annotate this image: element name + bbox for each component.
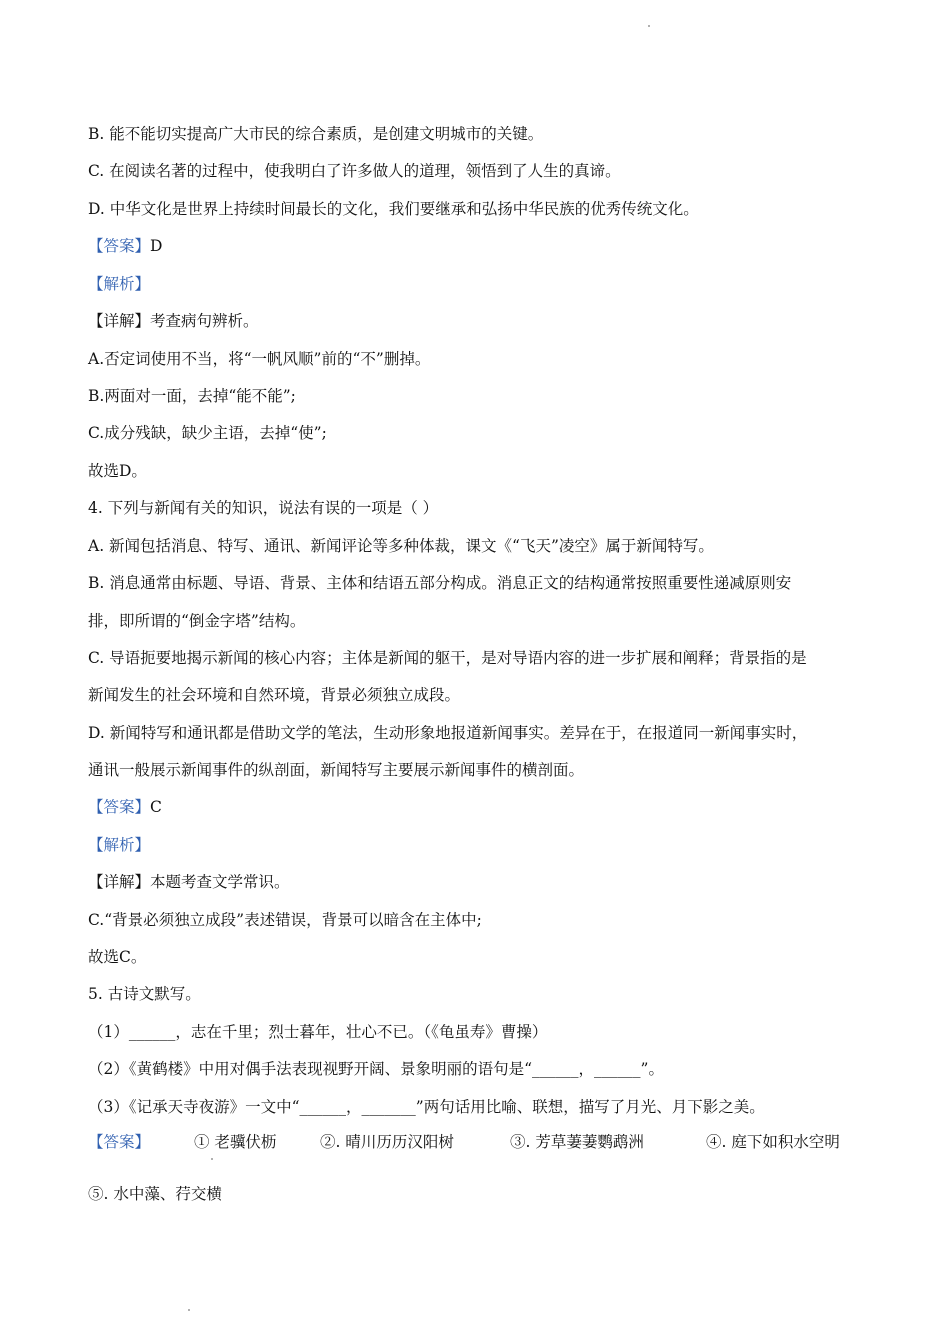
detail-tag: 【详解】 [88,312,151,330]
answer-tag: 【答案】 [88,798,151,816]
option-b: B. 能不能切实提高广大市民的综合素质，是创建文明城市的关键。 [88,125,544,143]
q5-item-1: （1）______，志在千里；烈士暮年，壮心不已。（《龟虽寿》曹操） [88,1023,548,1041]
q3-analysis-b: B.两面对一面，去掉“能不能”; [88,387,296,405]
answer-value: C [150,798,162,816]
detail-text: 本题考查文学常识。 [150,873,290,891]
scan-dot [648,25,650,27]
q4-option-b: B. 消息通常由标题、导语、背景、主体和结语五部分构成。消息正文的结构通常按照重要性递减原则安 [88,574,792,592]
question-4: 4. 下列与新闻有关的知识，说法有误的一项是（ ） [88,499,439,517]
answer-tag: 【答案】 [88,237,151,255]
option-c: C. 在阅读名著的过程中，使我明白了许多做人的道理，领悟到了人生的真谛。 [88,162,621,180]
q5-answer [88,1131,868,1153]
q3-analysis [88,273,150,295]
q4-detail [88,871,290,893]
q4-analysis [88,834,150,856]
analysis-tag: 【解析】 [88,275,151,293]
answer-item-4: ④. 庭下如积水空明 [706,1133,840,1151]
scan-dot [211,1158,213,1160]
q4-conclusion: 故选C。 [88,948,147,966]
answer-item-1: ① 老骥伏枥 [194,1133,277,1151]
answer-tag: 【答案】 [88,1133,151,1151]
detail-tag: 【详解】 [88,873,151,891]
q4-option-b-cont: 排，即所谓的“倒金字塔”结构。 [88,612,306,630]
q5-item-2: （2）《黄鹤楼》中用对偶手法表现视野开阔、景象明丽的语句是“______，______”。 [88,1060,664,1078]
answer-value: D [150,237,163,255]
scan-dot [188,1309,190,1311]
q4-answer [88,796,162,818]
q3-detail [88,310,259,332]
question-5: 5. 古诗文默写。 [88,985,201,1003]
q4-option-a: A. 新闻包括消息、特写、通讯、新闻评论等多种体裁，课文《“飞天”凌空》属于新闻特写。 [88,537,714,555]
q4-option-c: C. 导语扼要地揭示新闻的核心内容；主体是新闻的躯干，是对导语内容的进一步扩展和阐释；背景指的是 [88,649,807,667]
answer-item-3: ③. 芳草萋萋鹦鹉洲 [510,1133,644,1151]
q5-answer-5: ⑤. 水中藻、荇交横 [88,1185,222,1203]
q3-analysis-c: C.成分残缺，缺少主语，去掉“使”; [88,424,327,442]
q4-analysis-c: C.“背景必须独立成段”表述错误，背景可以暗含在主体中; [88,911,482,929]
q5-item-3: （3）《记承天寺夜游》一文中“______，_______”两句话用比喻、联想，描写了月光、月下影之美。 [88,1098,765,1116]
option-d: D. 中华文化是世界上持续时间最长的文化，我们要继承和弘扬中华民族的优秀传统文化。 [88,200,699,218]
detail-text: 考查病句辨析。 [150,312,259,330]
q4-option-d: D. 新闻特写和通讯都是借助文学的笔法，生动形象地报道新闻事实。差异在于，在报道同一新闻事实时， [88,724,808,742]
q4-option-d-cont: 通讯一般展示新闻事件的纵剖面，新闻特写主要展示新闻事件的横剖面。 [88,761,585,779]
q3-analysis-a: A.否定词使用不当，将“一帆风顺”前的“不”删掉。 [88,350,431,368]
analysis-tag: 【解析】 [88,836,151,854]
q4-option-c-cont: 新闻发生的社会环境和自然环境，背景必须独立成段。 [88,686,461,704]
answer-item-2: ②. 晴川历历汉阳树 [320,1133,454,1151]
q3-answer [88,235,162,257]
q3-conclusion: 故选D。 [88,462,147,480]
